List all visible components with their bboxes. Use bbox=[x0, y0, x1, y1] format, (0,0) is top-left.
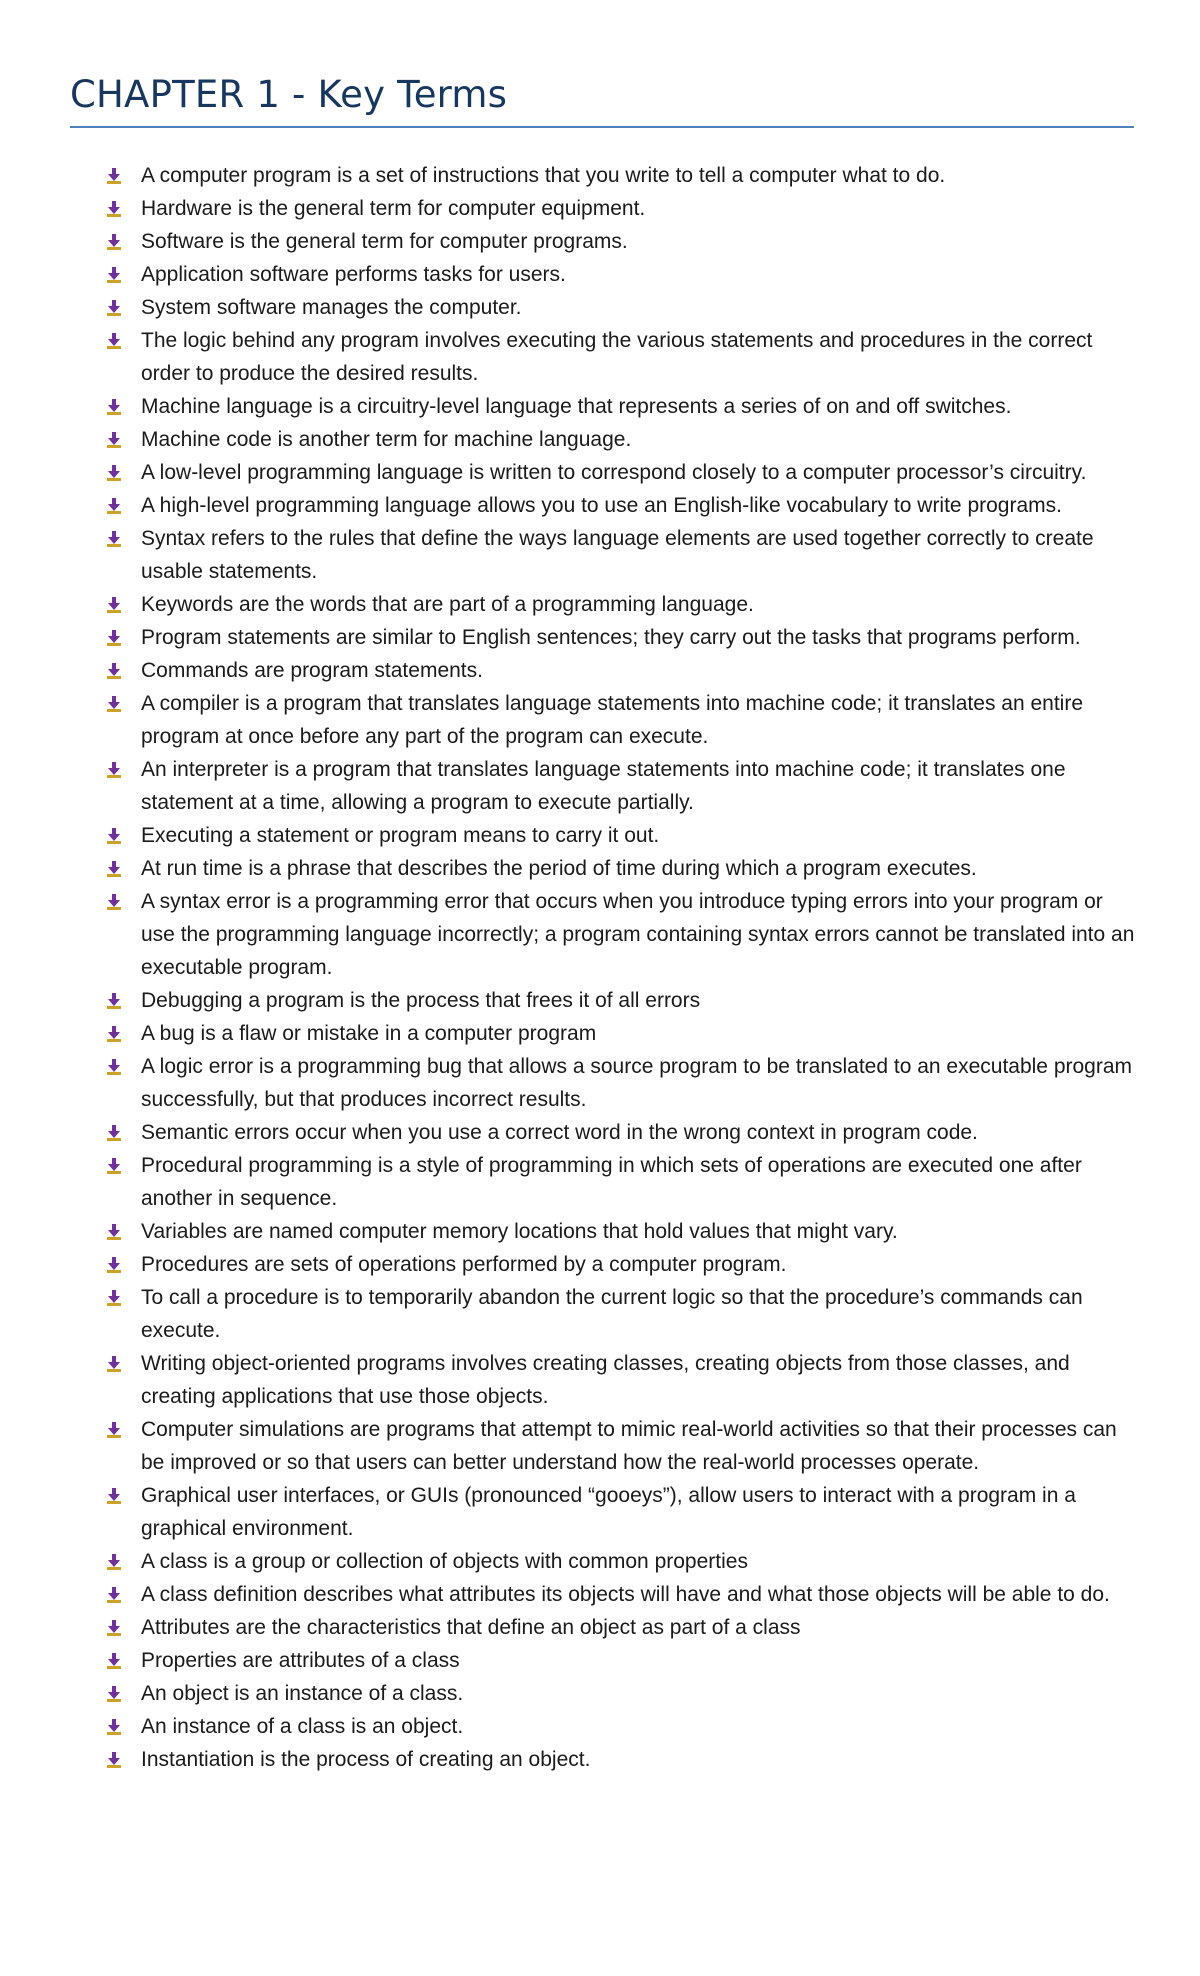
arrow-down-bullet-icon bbox=[107, 1026, 121, 1042]
arrow-down-bullet-icon bbox=[107, 630, 121, 646]
list-item bbox=[0, 1479, 1200, 1545]
term-text: An instance of a class is an object. bbox=[141, 1715, 464, 1738]
term-text: A class is a group or collection of objects with common properties bbox=[141, 1550, 748, 1573]
list-item bbox=[0, 159, 1200, 192]
list-item bbox=[0, 324, 1200, 390]
term-text: A syntax error is a programming error that occurs when you introduce typing errors into your program or use the programming language incorrectly; a program containing syntax errors cannot be translated into an executable program. bbox=[141, 890, 1135, 979]
list-item bbox=[0, 1248, 1200, 1281]
arrow-down-bullet-icon bbox=[107, 828, 121, 844]
list-item bbox=[0, 1743, 1200, 1776]
arrow-down-bullet-icon bbox=[107, 597, 121, 613]
term-text: Procedures are sets of operations performed by a computer program. bbox=[141, 1253, 787, 1276]
arrow-down-bullet-icon bbox=[107, 1158, 121, 1174]
list-item bbox=[0, 1149, 1200, 1215]
list-item bbox=[0, 819, 1200, 852]
term-text: Keywords are the words that are part of a programming language. bbox=[141, 593, 754, 616]
list-item bbox=[0, 1578, 1200, 1611]
arrow-down-bullet-icon bbox=[107, 432, 121, 448]
term-text: System software manages the computer. bbox=[141, 296, 522, 319]
list-item bbox=[0, 390, 1200, 423]
list-item bbox=[0, 1710, 1200, 1743]
arrow-down-bullet-icon bbox=[107, 267, 121, 283]
arrow-down-bullet-icon bbox=[107, 1719, 121, 1735]
list-item bbox=[0, 225, 1200, 258]
arrow-down-bullet-icon bbox=[107, 201, 121, 217]
term-text: A low-level programming language is written to correspond closely to a computer processor’s circuitry. bbox=[141, 461, 1087, 484]
arrow-down-bullet-icon bbox=[107, 300, 121, 316]
list-item bbox=[0, 1644, 1200, 1677]
arrow-down-bullet-icon bbox=[107, 1356, 121, 1372]
arrow-down-bullet-icon bbox=[107, 696, 121, 712]
term-text: Properties are attributes of a class bbox=[141, 1649, 460, 1672]
list-item bbox=[0, 192, 1200, 225]
term-text: Syntax refers to the rules that define the ways language elements are used together correctly to create usable statements. bbox=[141, 527, 1094, 583]
arrow-down-bullet-icon bbox=[107, 234, 121, 250]
term-text: To call a procedure is to temporarily abandon the current logic so that the procedure’s commands can execute. bbox=[141, 1286, 1083, 1342]
arrow-down-bullet-icon bbox=[107, 498, 121, 514]
list-item bbox=[0, 258, 1200, 291]
term-text: Commands are program statements. bbox=[141, 659, 483, 682]
list-item bbox=[0, 621, 1200, 654]
title-divider bbox=[70, 126, 1134, 128]
page-title: CHAPTER 1 - Key Terms bbox=[70, 73, 508, 116]
term-text: A bug is a flaw or mistake in a computer program bbox=[141, 1022, 597, 1045]
arrow-down-bullet-icon bbox=[107, 1620, 121, 1636]
arrow-down-bullet-icon bbox=[107, 861, 121, 877]
arrow-down-bullet-icon bbox=[107, 663, 121, 679]
term-text: Semantic errors occur when you use a correct word in the wrong context in program code. bbox=[141, 1121, 978, 1144]
list-item bbox=[0, 984, 1200, 1017]
term-text: An interpreter is a program that translates language statements into machine code; it translates one statement at a time, allowing a program to execute partially. bbox=[141, 758, 1066, 814]
arrow-down-bullet-icon bbox=[107, 894, 121, 910]
term-text: Application software performs tasks for users. bbox=[141, 263, 566, 286]
arrow-down-bullet-icon bbox=[107, 1488, 121, 1504]
term-text: Machine language is a circuitry-level language that represents a series of on and off switches. bbox=[141, 395, 1012, 418]
arrow-down-bullet-icon bbox=[107, 1224, 121, 1240]
term-text: Procedural programming is a style of programming in which sets of operations are executed one after another in sequence. bbox=[141, 1154, 1082, 1210]
list-item bbox=[0, 1677, 1200, 1710]
list-item bbox=[0, 753, 1200, 819]
term-text: A high-level programming language allows you to use an English-like vocabulary to write programs. bbox=[141, 494, 1062, 517]
arrow-down-bullet-icon bbox=[107, 168, 121, 184]
arrow-down-bullet-icon bbox=[107, 1059, 121, 1075]
list-item bbox=[0, 1545, 1200, 1578]
arrow-down-bullet-icon bbox=[107, 531, 121, 547]
term-text: Instantiation is the process of creating an object. bbox=[141, 1748, 591, 1771]
term-text: Machine code is another term for machine language. bbox=[141, 428, 632, 451]
term-text: At run time is a phrase that describes the period of time during which a program executes. bbox=[141, 857, 977, 880]
term-text: Writing object-oriented programs involves creating classes, creating objects from those classes, and creating applications that use those objects. bbox=[141, 1352, 1070, 1408]
list-item bbox=[0, 654, 1200, 687]
list-item bbox=[0, 423, 1200, 456]
arrow-down-bullet-icon bbox=[107, 1686, 121, 1702]
arrow-down-bullet-icon bbox=[107, 333, 121, 349]
list-item bbox=[0, 852, 1200, 885]
term-text: Graphical user interfaces, or GUIs (pronounced “gooeys”), allow users to interact with a program in a graphical environment. bbox=[141, 1484, 1076, 1540]
arrow-down-bullet-icon bbox=[107, 762, 121, 778]
list-item bbox=[0, 687, 1200, 753]
term-text: Software is the general term for computer programs. bbox=[141, 230, 628, 253]
term-text: Program statements are similar to English sentences; they carry out the tasks that programs perform. bbox=[141, 626, 1081, 649]
list-item bbox=[0, 885, 1200, 984]
key-terms-list bbox=[0, 159, 1200, 1776]
arrow-down-bullet-icon bbox=[107, 1653, 121, 1669]
term-text: An object is an instance of a class. bbox=[141, 1682, 464, 1705]
term-text: The logic behind any program involves executing the various statements and procedures in the correct order to produce the desired results. bbox=[141, 329, 1093, 385]
list-item bbox=[0, 1281, 1200, 1347]
list-item bbox=[0, 1611, 1200, 1644]
list-item bbox=[0, 1413, 1200, 1479]
arrow-down-bullet-icon bbox=[107, 1290, 121, 1306]
term-text: Variables are named computer memory locations that hold values that might vary. bbox=[141, 1220, 898, 1243]
list-item bbox=[0, 1050, 1200, 1116]
term-text: A compiler is a program that translates language statements into machine code; it translates an entire program at once before any part of the program can execute. bbox=[141, 692, 1084, 748]
arrow-down-bullet-icon bbox=[107, 465, 121, 481]
list-item bbox=[0, 291, 1200, 324]
term-text: A computer program is a set of instructions that you write to tell a computer what to do. bbox=[141, 164, 946, 187]
arrow-down-bullet-icon bbox=[107, 1554, 121, 1570]
list-item bbox=[0, 522, 1200, 588]
arrow-down-bullet-icon bbox=[107, 993, 121, 1009]
arrow-down-bullet-icon bbox=[107, 1125, 121, 1141]
term-text: Computer simulations are programs that attempt to mimic real-world activities so that their processes can be improved or so that users can better understand how the real-world processes operate. bbox=[141, 1418, 1117, 1474]
term-text: Executing a statement or program means to carry it out. bbox=[141, 824, 660, 847]
arrow-down-bullet-icon bbox=[107, 1587, 121, 1603]
arrow-down-bullet-icon bbox=[107, 1257, 121, 1273]
list-item bbox=[0, 1116, 1200, 1149]
term-text: A class definition describes what attributes its objects will have and what those objects will be able to do. bbox=[141, 1583, 1110, 1606]
list-item bbox=[0, 456, 1200, 489]
arrow-down-bullet-icon bbox=[107, 1422, 121, 1438]
list-item bbox=[0, 1347, 1200, 1413]
arrow-down-bullet-icon bbox=[107, 399, 121, 415]
term-text: A logic error is a programming bug that allows a source program to be translated to an executable program successfully, but that produces incorrect results. bbox=[141, 1055, 1133, 1111]
list-item bbox=[0, 588, 1200, 621]
list-item bbox=[0, 1017, 1200, 1050]
list-item bbox=[0, 1215, 1200, 1248]
list-item bbox=[0, 489, 1200, 522]
term-text: Hardware is the general term for computer equipment. bbox=[141, 197, 646, 220]
arrow-down-bullet-icon bbox=[107, 1752, 121, 1768]
term-text: Debugging a program is the process that frees it of all errors bbox=[141, 989, 701, 1012]
term-text: Attributes are the characteristics that define an object as part of a class bbox=[141, 1616, 801, 1639]
